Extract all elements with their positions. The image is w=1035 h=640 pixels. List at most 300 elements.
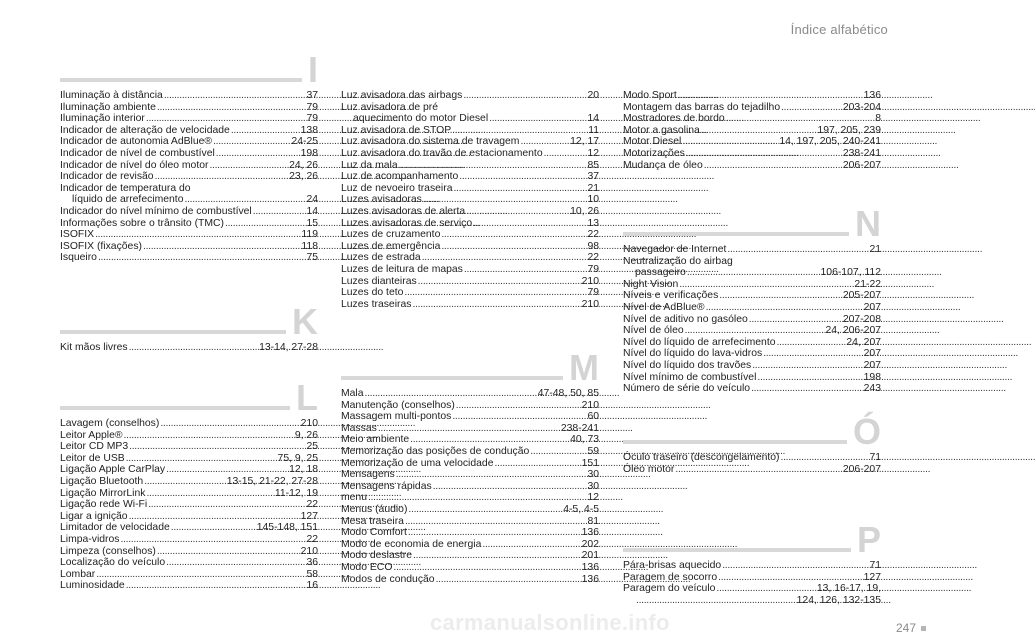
index-entry (623, 572, 881, 584)
dot-leader (171, 522, 256, 534)
index-term: líquido de arrefecimento (72, 194, 184, 206)
index-entry (341, 287, 599, 299)
index-entry (341, 504, 599, 516)
section-letter: N (849, 204, 881, 244)
index-entry (60, 90, 318, 102)
page-reference: 79 (306, 113, 318, 125)
index-entry (60, 229, 318, 241)
index-entry (623, 560, 881, 572)
page-reference: 202 (581, 538, 599, 550)
index-term: Óleo motor (623, 463, 675, 475)
page-reference: 71 (869, 452, 881, 463)
index-term: Luzes de estrada (341, 252, 421, 264)
dot-leader (129, 441, 305, 453)
page-reference: 145-148, 151 (256, 522, 318, 534)
dot-leader (433, 481, 587, 493)
section-header (341, 347, 599, 388)
section-letter: L (290, 378, 318, 418)
section-rule (60, 406, 318, 410)
entry-list (623, 244, 881, 395)
index-entry (60, 453, 318, 465)
index-entry (623, 125, 881, 137)
page-reference: 207 (863, 301, 881, 313)
index-entry (623, 136, 881, 148)
section-rule (60, 78, 318, 82)
section-m-continued (623, 90, 881, 171)
section-o-acute (623, 411, 881, 475)
dot-leader (463, 90, 586, 102)
page-reference: 11-12, 19 (274, 487, 318, 499)
index-term: Kit mãos livres (60, 342, 128, 353)
index-entry (623, 302, 881, 314)
entry-list (60, 418, 318, 592)
section-header (60, 377, 318, 418)
dot-leader (423, 194, 587, 206)
index-term: Mala (341, 388, 364, 399)
page-reference: 10 (587, 194, 599, 206)
page-reference: 40, 73 (570, 434, 599, 446)
section-header (623, 411, 881, 452)
index-term: Indicador de nível de combustível (60, 147, 215, 159)
dot-leader (751, 383, 863, 395)
index-term: Mensagens rápidas (341, 480, 432, 492)
page-reference: 71 (869, 560, 881, 571)
index-term: Óculo traseiro (descongelamento) (623, 452, 780, 463)
index-term: Pára-brisas aquecido (623, 560, 722, 571)
index-entry (341, 400, 599, 412)
dot-leader (701, 125, 817, 137)
dot-leader (489, 113, 586, 125)
section-rule (623, 548, 881, 552)
index-entry (623, 595, 881, 607)
dot-leader (368, 492, 586, 504)
section-rule (60, 330, 318, 334)
dot-leader (679, 279, 853, 291)
dot-leader (682, 136, 778, 148)
page-reference: 12 (587, 492, 599, 504)
dot-leader (727, 244, 868, 256)
page-reference: 207-208 (842, 313, 881, 325)
index-entry (60, 580, 318, 592)
index-term: Luzes de emergência (341, 240, 441, 252)
index-term: Modos de condução (341, 573, 435, 585)
entry-list (60, 90, 318, 264)
dot-leader (418, 276, 581, 288)
index-entry (60, 218, 318, 230)
index-entry (60, 522, 318, 534)
index-term: Indicador de alteração de velocidade (60, 124, 230, 136)
index-entry (341, 148, 599, 160)
index-entry (60, 113, 318, 125)
index-term: Motorizações (623, 147, 685, 159)
index-entry (341, 423, 599, 435)
dot-leader (404, 287, 586, 299)
page-reference: 37 (587, 171, 599, 183)
dot-leader (678, 90, 863, 102)
index-term: Nível mínimo de combustível (623, 371, 757, 383)
index-term: Motor a gasolina (623, 124, 700, 136)
index-term: Iluminação à distância (60, 90, 163, 101)
page-number: 247 (895, 621, 916, 635)
dot-leader (396, 469, 587, 481)
index-entry (341, 411, 599, 423)
page-reference: 136 (581, 527, 599, 539)
page-marker-square (921, 626, 926, 631)
page-reference: 14, 197, 205, 240-241 (779, 136, 881, 148)
section-header (60, 301, 318, 342)
index-term: Navegador de Internet (623, 244, 727, 255)
dot-leader (718, 572, 863, 584)
dot-leader (408, 504, 562, 516)
page-reference: 127 (863, 571, 881, 583)
index-entry (623, 383, 881, 395)
index-term: Luzes dianteiras (341, 275, 417, 287)
index-term: Massas (341, 422, 377, 434)
entry-list (341, 90, 599, 310)
dot-leader (216, 148, 300, 160)
dot-leader (184, 194, 305, 206)
index-term: Mesa traseira (341, 515, 404, 527)
page-reference: 206-207 (842, 463, 881, 475)
dot-leader (213, 136, 290, 148)
index-entry (623, 113, 881, 125)
dot-leader (473, 218, 586, 230)
index-term: Ligação Bluetooth (60, 475, 144, 487)
section-rule (341, 376, 599, 380)
index-entry (623, 267, 881, 279)
section-header (623, 203, 881, 244)
page-reference: 207 (863, 348, 881, 360)
index-entry (623, 90, 881, 102)
page-reference: 210 (300, 545, 318, 557)
index-entry (623, 290, 881, 302)
index-entry (341, 102, 599, 114)
index-entry (60, 546, 318, 558)
dot-leader (166, 464, 288, 476)
page-reference: 136 (581, 561, 599, 573)
page-title: Índice alfabético (790, 22, 888, 37)
index-term: Luminosidade (60, 580, 125, 592)
page-reference: 13-14, 27-28 (259, 342, 318, 353)
index-entry (341, 194, 599, 206)
index-entry (60, 499, 318, 511)
index-term: Memorização das posições de condução (341, 445, 530, 457)
index-term: Modo ECO (341, 561, 393, 573)
section-letter: Ó (847, 412, 881, 452)
dot-leader (726, 113, 875, 125)
page-reference: 118 (301, 240, 318, 252)
dot-leader (393, 562, 580, 574)
index-term: Luz avisadora do sistema de travagem (341, 136, 520, 148)
section-l (60, 377, 318, 592)
index-entry (623, 314, 881, 326)
index-term: Leitor de USB (60, 452, 125, 464)
page-reference: 206-207 (842, 159, 881, 171)
index-term: Meio ambiente (341, 434, 410, 446)
page-reference: 10, 26 (570, 205, 599, 217)
dot-leader (129, 342, 259, 354)
index-term: Menus (áudio) (341, 503, 408, 515)
page-reference: 13-15, 21-22, 27-28 (226, 475, 318, 487)
dot-leader (781, 102, 842, 114)
dot-leader (719, 290, 842, 302)
index-term: Iluminação ambiente (60, 101, 156, 113)
page-reference: 12, 18 (289, 464, 318, 476)
index-entry (341, 90, 599, 102)
section-letter: M (563, 348, 599, 388)
index-term: Limpeza (conselhos) (60, 545, 156, 557)
index-term: Ligação MirrorLink (60, 487, 146, 499)
index-term: Iluminação interior (60, 113, 145, 125)
index-term: Nível de aditivo no gasóleo (623, 313, 748, 325)
index-entry (60, 464, 318, 476)
index-entry (623, 348, 881, 360)
dot-leader (98, 252, 305, 264)
index-term: Nível do líquido do lava-vidros (623, 348, 763, 360)
dot-leader (412, 299, 580, 311)
index-entry (623, 160, 881, 172)
section-rule (623, 440, 881, 444)
entry-list (623, 90, 881, 171)
page-reference: 22 (587, 229, 599, 241)
index-term: Luzes de leitura de mapas (341, 263, 463, 275)
index-entry (623, 256, 881, 268)
index-term: Número de série do veículo (623, 383, 751, 395)
section-p (623, 519, 881, 606)
dot-leader (763, 348, 862, 360)
page-reference: 13, 16-17, 19, (816, 583, 881, 595)
dot-leader (155, 171, 289, 183)
index-entry (341, 264, 599, 276)
dot-leader (143, 241, 300, 253)
watermark: carmanualsonline.info (430, 610, 670, 635)
dot-leader (494, 458, 580, 470)
index-entry (623, 583, 881, 595)
page-reference: 47-48, 50, 85 (537, 388, 599, 399)
index-term: Luz avisadora de pré (341, 101, 439, 113)
index-entry (60, 206, 318, 218)
dot-leader (687, 267, 820, 279)
dot-leader (722, 560, 868, 572)
index-term: Luzes de cruzamento (341, 229, 441, 241)
index-entry (623, 102, 881, 114)
dot-leader (482, 539, 580, 551)
page-reference: 36 (306, 557, 318, 569)
page-reference: 24, 206-207 (825, 325, 881, 337)
dot-leader (452, 411, 586, 423)
page-reference: 24, 26 (289, 159, 318, 171)
index-term: Indicador de autonomia AdBlue® (60, 136, 213, 148)
dot-leader (757, 372, 862, 384)
dot-leader (160, 418, 299, 430)
index-term: Luzes avisadoras (341, 194, 422, 206)
index-term: Limpa-vidros (60, 533, 120, 545)
dot-leader (781, 452, 869, 464)
index-term: Luz avisadora das airbags (341, 90, 463, 101)
dot-leader (466, 206, 569, 218)
index-term: Luzes avisadoras de alerta (341, 205, 466, 217)
index-term: Montagem das barras do tejadilho (623, 101, 781, 113)
page-reference: 30 (587, 480, 599, 492)
dot-leader (209, 160, 288, 172)
index-entry (60, 252, 318, 264)
index-term: Neutralização do airbag (623, 255, 733, 267)
index-entry (60, 241, 318, 253)
index-term: Motor Diesel (623, 136, 682, 148)
index-entry (341, 276, 599, 288)
index-term: Luz avisadora do travão de estacionamento (341, 147, 543, 159)
dot-leader (749, 314, 842, 326)
index-term: Indicador de revisão (60, 171, 154, 183)
dot-leader (146, 113, 306, 125)
dot-leader (126, 580, 306, 592)
index-entry (60, 194, 318, 206)
index-term: Memorização de uma velocidade (341, 457, 494, 469)
page-reference: 205-207 (842, 290, 881, 302)
dot-leader (453, 183, 586, 195)
page-reference: 151 (581, 457, 599, 469)
index-term: Nível de óleo (623, 325, 684, 337)
index-entry (60, 441, 318, 453)
index-entry (341, 539, 599, 551)
page-reference: 12, 17 (570, 136, 599, 148)
index-term: Luz avisadora de STOP (341, 124, 452, 136)
page-reference: 124, 126, 132-135 (796, 594, 881, 606)
index-term: Modo Sport (623, 90, 677, 101)
index-term: Leitor CD MP3 (60, 441, 129, 453)
index-entry (341, 492, 599, 504)
index-entry (623, 279, 881, 291)
index-entry (341, 218, 599, 230)
index-entry (341, 446, 599, 458)
page-reference: 210 (581, 298, 599, 310)
page-reference: 21 (869, 244, 881, 255)
page-reference: 203-204 (842, 101, 881, 113)
index-term: Luzes do teto (341, 287, 404, 299)
index-term: Luzes avisadoras de serviço (341, 217, 473, 229)
dot-leader (456, 400, 581, 412)
page-reference: 136 (863, 90, 881, 101)
index-term: Luz de nevoeiro traseira (341, 182, 453, 194)
dot-leader (685, 325, 825, 337)
index-term: Indicador de temperatura do (60, 182, 191, 194)
index-entry (623, 464, 881, 476)
section-l-continued (341, 90, 599, 310)
index-entry (60, 183, 318, 195)
page-reference: 79 (587, 263, 599, 275)
dot-leader (126, 453, 277, 465)
section-letter: K (286, 302, 318, 342)
dot-leader (96, 569, 305, 581)
index-entry (341, 481, 599, 493)
index-term: Massagem multi-pontos (341, 411, 452, 423)
index-term: Indicador de nível do óleo motor (60, 159, 209, 171)
entry-list (623, 452, 881, 475)
dot-leader (776, 337, 845, 349)
index-entry (60, 102, 318, 114)
page-reference: 201 (581, 550, 599, 562)
index-term: Mensagens (341, 469, 395, 481)
index-term: ISOFIX (60, 229, 95, 241)
index-entry (60, 569, 318, 581)
index-term: Nível de AdBlue® (623, 301, 705, 313)
index-entry (341, 516, 599, 528)
page-reference: 30 (587, 469, 599, 481)
section-letter: P (851, 520, 881, 560)
section-k (60, 301, 318, 354)
index-entry (341, 136, 599, 148)
dot-leader (146, 488, 273, 500)
page-reference: 24-25 (291, 136, 318, 148)
dot-leader (441, 229, 586, 241)
dot-leader (95, 229, 300, 241)
page-reference: 8 (875, 113, 881, 125)
index-entry (60, 557, 318, 569)
page-reference: 11 (588, 124, 599, 136)
index-term: menu (341, 492, 367, 504)
page-reference: 85 (587, 159, 599, 171)
entry-list (60, 342, 318, 354)
dot-leader (459, 171, 586, 183)
dot-leader (129, 511, 300, 523)
page-reference: 207 (863, 359, 881, 371)
index-term: Luzes traseiras (341, 298, 412, 310)
page-reference: 22 (306, 499, 318, 511)
dot-leader (157, 102, 306, 114)
index-entry (341, 229, 599, 241)
index-entry (341, 550, 599, 562)
index-entry (60, 148, 318, 160)
index-entry (60, 418, 318, 430)
section-header (60, 49, 318, 90)
index-term: aquecimento do motor Diesel (353, 113, 489, 125)
page-reference: 197, 205, 239 (817, 124, 881, 136)
dot-leader (686, 148, 842, 160)
index-entry (623, 360, 881, 372)
page-reference: 198 (300, 147, 318, 159)
dot-leader (544, 148, 587, 160)
dot-leader (464, 264, 587, 276)
page-reference: 14 (587, 113, 599, 125)
dot-leader (225, 218, 305, 230)
dot-leader (706, 302, 863, 314)
dot-leader (413, 550, 581, 562)
entry-list (341, 388, 599, 585)
dot-leader (144, 476, 226, 488)
index-entry (341, 160, 599, 172)
index-entry (341, 527, 599, 539)
index-entry (60, 488, 318, 500)
page-reference: 238-241 (842, 147, 881, 159)
dot-leader (704, 160, 842, 172)
index-entry (60, 171, 318, 183)
index-entry (60, 430, 318, 442)
dot-leader (148, 499, 305, 511)
page-reference: 12 (587, 147, 599, 159)
index-term: Modo deslastre (341, 550, 413, 562)
index-entry (623, 452, 881, 464)
page-reference: 23, 26 (289, 171, 318, 183)
index-term: Informações sobre o trânsito (TMC) (60, 217, 224, 229)
section-header (623, 519, 881, 560)
dot-leader (520, 136, 569, 148)
page-reference: 79 (587, 287, 599, 299)
index-entry (341, 171, 599, 183)
index-entry (341, 469, 599, 481)
index-term: Nível do líquido de arrefecimento (623, 336, 776, 348)
index-entry (623, 372, 881, 384)
page-reference: 243 (863, 383, 881, 395)
